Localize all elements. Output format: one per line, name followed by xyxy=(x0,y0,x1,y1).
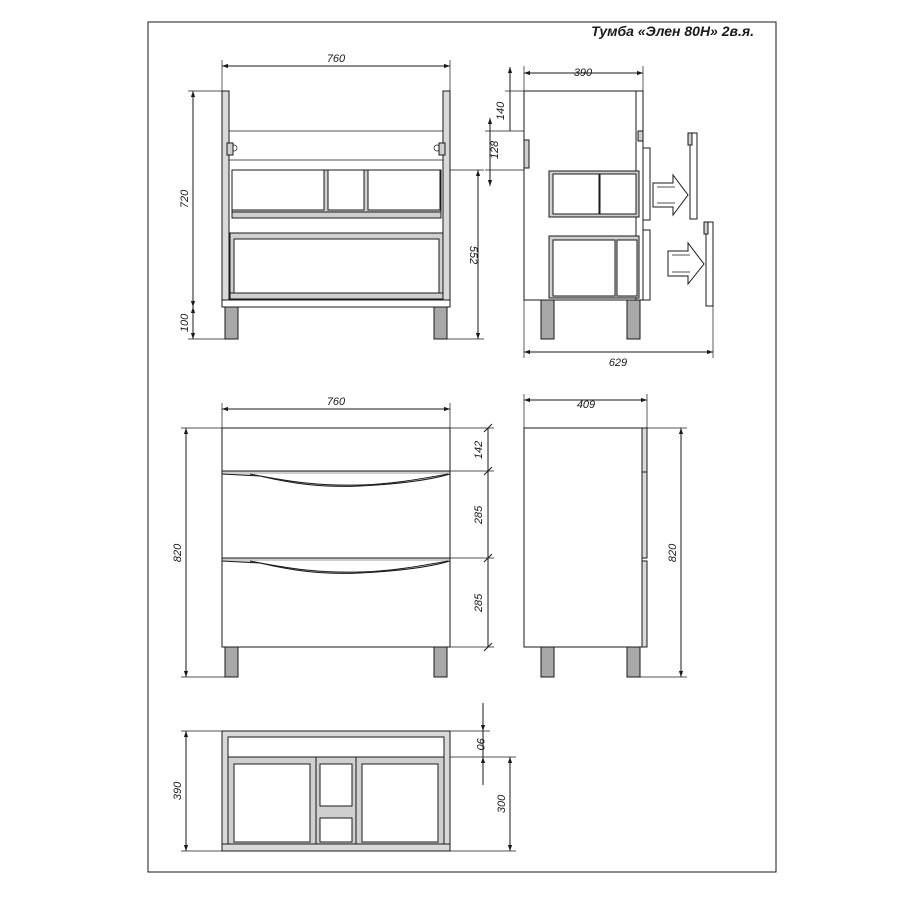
dim-leg-height: 100 xyxy=(179,313,191,333)
side-elev-back-leg xyxy=(627,647,640,677)
pulled-lower-front xyxy=(706,222,713,306)
dim-top-panel: 142 xyxy=(473,440,485,460)
side-elev-front-leg xyxy=(541,647,554,677)
front-section-view xyxy=(179,53,484,339)
dim-plan-front: 90 xyxy=(474,737,486,751)
side-elev-body xyxy=(524,428,642,647)
dim-frame-height: 720 xyxy=(179,189,191,209)
elev-right-leg xyxy=(434,647,447,677)
front-drawer-two xyxy=(222,561,450,647)
dim-plan-inner: 300 xyxy=(496,794,508,814)
left-side-panel xyxy=(222,91,229,307)
dim-side-elev-width: 409 xyxy=(576,399,596,411)
dim-elev-height: 820 xyxy=(172,543,184,563)
dim-side-width: 390 xyxy=(573,67,593,79)
front-right-leg xyxy=(434,307,447,339)
dim-drawer-depth: 552 xyxy=(467,245,479,265)
elev-left-leg xyxy=(225,647,238,677)
dim-drawer-one: 285 xyxy=(473,505,485,525)
dim-plan-depth: 390 xyxy=(172,781,184,801)
right-side-panel xyxy=(443,91,450,307)
side-elevation-view xyxy=(524,394,687,677)
side-front-leg xyxy=(541,300,554,339)
pull-arrow-upper-icon xyxy=(653,175,688,215)
front-top-panel xyxy=(222,428,450,471)
dim-side-elev-height: 820 xyxy=(667,543,679,563)
pulled-upper-front xyxy=(690,133,697,219)
drawing-title: Тумба «Элен 80Н» 2в.я. xyxy=(591,23,754,39)
dim-drawer-gap: 128 xyxy=(489,140,501,160)
front-elevation-view xyxy=(172,396,494,677)
dim-elev-width: 760 xyxy=(326,396,346,408)
side-back-leg xyxy=(627,300,640,339)
dim-top-section: 140 xyxy=(495,101,507,121)
dim-open-depth: 629 xyxy=(608,357,628,369)
dim-drawer-two: 285 xyxy=(473,593,485,613)
plan-view xyxy=(172,703,516,851)
side-section-view xyxy=(485,66,713,369)
pull-arrow-lower-icon xyxy=(668,243,704,284)
dim-front-width: 760 xyxy=(326,53,346,65)
front-left-leg xyxy=(225,307,238,339)
